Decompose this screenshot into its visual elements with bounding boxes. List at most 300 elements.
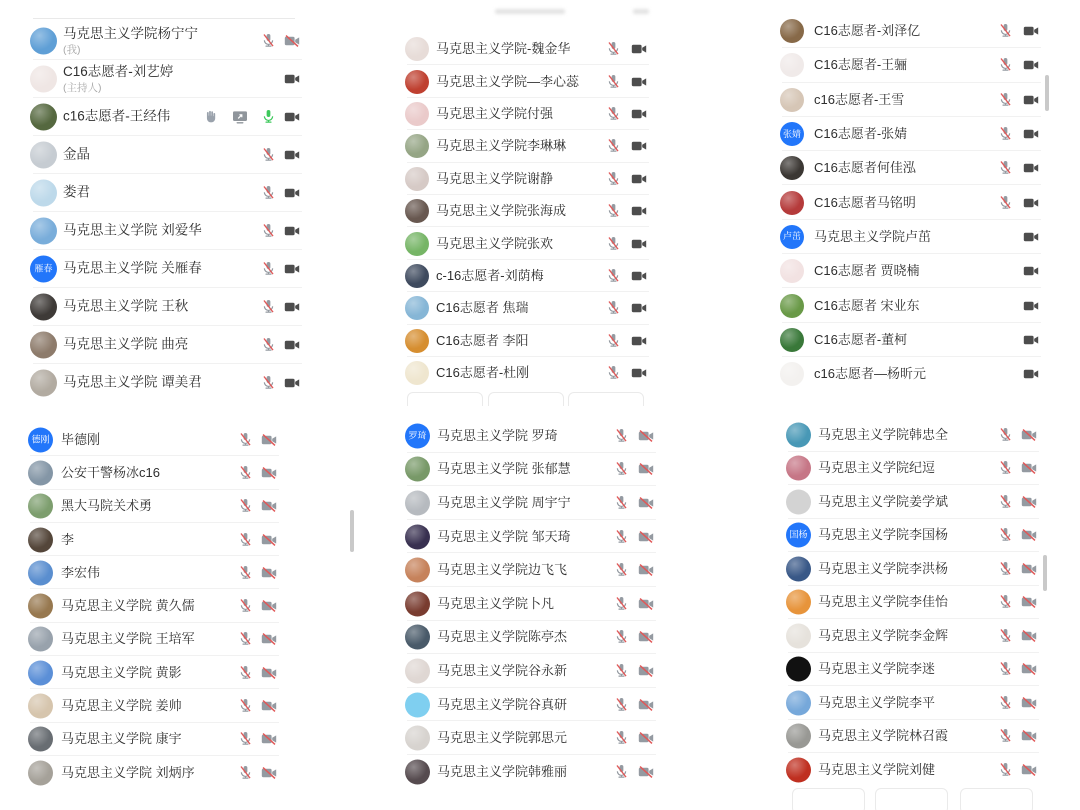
camera-on-icon[interactable] [631, 268, 647, 284]
mic-muted-icon[interactable] [614, 764, 630, 780]
camera-on-icon[interactable] [631, 203, 647, 219]
camera-on-icon[interactable] [631, 236, 647, 252]
camera-off-icon[interactable] [1021, 460, 1037, 476]
mic-muted-icon[interactable] [998, 195, 1014, 211]
participant-row[interactable] [0, 456, 356, 489]
mic-muted-icon[interactable] [998, 160, 1014, 176]
participant-name-block [63, 261, 202, 278]
participant-row[interactable] [758, 323, 1052, 357]
participant-name: C16志愿者 李阳 [436, 332, 529, 348]
camera-off-icon[interactable] [261, 565, 277, 581]
participant-row[interactable] [0, 212, 340, 250]
participant-row[interactable] [398, 621, 670, 655]
avatar [28, 594, 53, 619]
participant-name: 马克思主义学院陈亭杰 [437, 629, 568, 645]
participant-row[interactable] [758, 452, 1050, 486]
avatar [28, 494, 53, 519]
mic-muted-icon[interactable] [261, 261, 277, 277]
cropped-toolbar-button[interactable] [960, 788, 1033, 810]
camera-on-icon[interactable] [1023, 332, 1039, 348]
mic-muted-icon[interactable] [998, 762, 1014, 778]
participant-name: 马克思主义学院李平 [818, 694, 936, 710]
mic-muted-icon[interactable] [614, 495, 630, 511]
participant-row[interactable] [758, 753, 1050, 787]
participant-row[interactable] [395, 357, 675, 389]
participant-row[interactable] [758, 653, 1050, 687]
camera-on-icon[interactable] [631, 333, 647, 349]
camera-off-icon[interactable] [261, 698, 277, 714]
participant-name-block [437, 663, 567, 679]
participant-row[interactable] [395, 33, 675, 65]
avatar [405, 558, 430, 583]
mic-muted-icon[interactable] [998, 494, 1014, 510]
mic-muted-icon[interactable] [606, 203, 622, 219]
avatar [405, 134, 429, 158]
avatar [30, 104, 57, 131]
avatar [786, 456, 811, 481]
camera-on-icon[interactable] [631, 365, 647, 381]
mic-muted-icon[interactable] [614, 428, 630, 444]
camera-on-icon[interactable] [284, 337, 300, 353]
scrollbar[interactable] [1045, 75, 1049, 111]
participant-row[interactable] [395, 163, 675, 195]
camera-on-icon[interactable] [284, 185, 300, 201]
avatar [780, 328, 804, 352]
mic-muted-icon[interactable] [998, 126, 1014, 142]
participant-row[interactable] [398, 587, 670, 621]
participant-row[interactable] [758, 686, 1050, 720]
participant-name: 马克思主义学院刘健 [818, 761, 936, 777]
cropped-toolbar-button[interactable] [407, 392, 483, 406]
camera-off-icon[interactable] [638, 428, 654, 444]
camera-off-icon[interactable] [261, 731, 277, 747]
avatar [405, 524, 430, 549]
camera-off-icon[interactable] [261, 631, 277, 647]
participant-name-block [63, 185, 90, 202]
mic-muted-icon[interactable] [261, 337, 277, 353]
participant-name-block [63, 299, 188, 316]
participant-row[interactable] [395, 130, 675, 162]
participant-row[interactable] [0, 689, 356, 722]
mic-muted-icon[interactable] [998, 561, 1014, 577]
participant-name: 马克思主义学院纪逗 [818, 460, 936, 476]
mic-muted-icon[interactable] [238, 565, 254, 581]
mic-muted-icon[interactable] [614, 562, 630, 578]
avatar [30, 294, 57, 321]
mic-muted-icon[interactable] [614, 730, 630, 746]
participant-row[interactable] [398, 419, 670, 453]
mic-muted-icon[interactable] [261, 375, 277, 391]
cropped-row-remnant [495, 9, 565, 14]
scrollbar[interactable] [350, 510, 354, 552]
mic-muted-icon[interactable] [998, 728, 1014, 744]
mic-muted-icon[interactable] [238, 532, 254, 548]
participant-name-block [818, 728, 948, 744]
participant-name: 马克思主义学院杨宁宁 [63, 25, 198, 41]
participant-row[interactable] [0, 656, 356, 689]
participant-row[interactable] [398, 520, 670, 554]
avatar [405, 361, 429, 385]
camera-off-icon[interactable] [261, 598, 277, 614]
participant-row[interactable] [758, 357, 1052, 391]
scrollbar[interactable] [1043, 555, 1047, 591]
mic-muted-icon[interactable] [998, 23, 1014, 39]
participant-name-block [814, 263, 919, 279]
camera-on-icon[interactable] [1023, 366, 1039, 382]
participant-name: 李 [61, 531, 75, 547]
participant-name-block [63, 337, 188, 354]
participant-row[interactable] [758, 14, 1052, 48]
participant-name: c16志愿者—杨昕元 [814, 365, 926, 381]
mic-muted-icon[interactable] [238, 432, 254, 448]
avatar [405, 726, 430, 751]
mic-muted-icon[interactable] [606, 268, 622, 284]
participant-row[interactable] [0, 556, 356, 589]
participant-name-block [63, 147, 90, 164]
participant-name-block [437, 629, 567, 645]
participant-name-block [61, 698, 182, 714]
camera-on-icon[interactable] [284, 261, 300, 277]
participant-row[interactable] [0, 22, 340, 60]
camera-on-icon[interactable] [1023, 229, 1039, 245]
mic-muted-icon[interactable] [614, 596, 630, 612]
participant-name: C16志愿者-董柯 [814, 331, 908, 347]
avatar: 卢茁 [780, 225, 804, 249]
mic-muted-icon[interactable] [998, 628, 1014, 644]
avatar [786, 623, 811, 648]
participant-row[interactable] [395, 325, 675, 357]
mic-muted-icon[interactable] [606, 74, 622, 90]
participant-name: 马克思主义学院李佳怡 [818, 594, 949, 610]
camera-off-icon[interactable] [638, 495, 654, 511]
participant-row[interactable] [0, 250, 340, 288]
participant-row[interactable] [0, 623, 356, 656]
participant-panel-bottom-middle [398, 418, 670, 810]
participant-name: 黑大马院关术勇 [61, 498, 153, 514]
camera-off-icon[interactable] [1021, 661, 1037, 677]
avatar: 国杨 [786, 523, 811, 548]
participant-row[interactable] [398, 755, 670, 789]
mic-muted-icon[interactable] [238, 665, 254, 681]
participant-name: 马克思主义学院 周宇宁 [437, 494, 571, 510]
participant-row[interactable] [395, 195, 675, 227]
mic-muted-icon[interactable] [998, 527, 1014, 543]
participant-list [395, 33, 675, 389]
participant-name: 马克思主义学院边飞飞 [437, 562, 568, 578]
participant-name-block [436, 365, 529, 381]
camera-on-icon[interactable] [284, 299, 300, 315]
cropped-toolbar-button[interactable] [488, 392, 564, 406]
camera-off-icon[interactable] [638, 461, 654, 477]
camera-off-icon[interactable] [261, 665, 277, 681]
participant-row[interactable] [758, 552, 1050, 586]
participant-name-block [437, 730, 567, 746]
mic-muted-icon[interactable] [606, 138, 622, 154]
camera-on-icon[interactable] [284, 375, 300, 391]
camera-on-icon[interactable] [284, 223, 300, 239]
participant-row[interactable] [758, 185, 1052, 219]
participant-name-block [436, 235, 553, 251]
participant-row[interactable] [0, 288, 340, 326]
mic-muted-icon[interactable] [614, 697, 630, 713]
participant-name: 马克思主义学院谷永新 [437, 662, 568, 678]
mic-muted-icon[interactable] [614, 529, 630, 545]
participant-name-block [818, 661, 935, 677]
participant-row[interactable] [398, 721, 670, 755]
mic-muted-icon[interactable] [261, 185, 277, 201]
cropped-row-divider [33, 18, 295, 19]
participant-row[interactable] [398, 654, 670, 688]
participant-row[interactable] [395, 65, 675, 97]
participant-name-block [63, 109, 170, 126]
participant-row[interactable] [758, 48, 1052, 82]
avatar [786, 590, 811, 615]
mic-muted-icon[interactable] [238, 731, 254, 747]
avatar [780, 294, 804, 318]
participant-row[interactable] [398, 453, 670, 487]
camera-on-icon[interactable] [284, 147, 300, 163]
participant-row[interactable] [758, 418, 1050, 452]
participant-row[interactable] [395, 227, 675, 259]
camera-on-icon[interactable] [631, 74, 647, 90]
participant-row[interactable] [758, 117, 1052, 151]
participant-row[interactable] [758, 254, 1052, 288]
camera-off-icon[interactable] [261, 432, 277, 448]
participant-row[interactable] [758, 151, 1052, 185]
mic-muted-icon[interactable] [606, 171, 622, 187]
participant-row[interactable] [0, 60, 340, 98]
camera-off-icon[interactable] [261, 765, 277, 781]
camera-off-icon[interactable] [1021, 628, 1037, 644]
participant-name-block [818, 427, 948, 443]
camera-off-icon[interactable] [261, 532, 277, 548]
participant-row[interactable] [758, 83, 1052, 117]
cropped-toolbar-button[interactable] [875, 788, 948, 810]
camera-on-icon[interactable] [1023, 298, 1039, 314]
mic-muted-icon[interactable] [998, 57, 1014, 73]
camera-off-icon[interactable] [638, 663, 654, 679]
camera-on-icon[interactable] [284, 71, 300, 87]
participant-name-block [63, 375, 202, 392]
mic-muted-icon[interactable] [998, 427, 1014, 443]
mic-muted-icon[interactable] [998, 460, 1014, 476]
avatar [405, 102, 429, 126]
participant-name-block [61, 764, 195, 780]
camera-off-icon[interactable] [1021, 695, 1037, 711]
mic-muted-icon[interactable] [261, 147, 277, 163]
mic-muted-icon[interactable] [998, 92, 1014, 108]
participant-row[interactable] [395, 292, 675, 324]
participant-name-block [436, 333, 528, 349]
camera-off-icon[interactable] [261, 465, 277, 481]
participant-name-block [436, 41, 570, 57]
participant-panel-top-right [758, 0, 1052, 400]
participant-name: 马克思主义学院李迷 [818, 661, 936, 677]
participant-name: 马克思主义学院李琳琳 [436, 138, 567, 154]
camera-off-icon[interactable] [638, 764, 654, 780]
participant-name: 马克思主义学院姜学斌 [818, 493, 949, 509]
camera-on-icon[interactable] [631, 41, 647, 57]
participant-row[interactable] [0, 174, 340, 212]
mic-muted-icon[interactable] [614, 663, 630, 679]
mic-muted-icon[interactable] [606, 300, 622, 316]
participant-row[interactable] [758, 619, 1050, 653]
participant-row[interactable] [0, 523, 356, 556]
camera-on-icon[interactable] [631, 300, 647, 316]
participant-name-block [61, 531, 74, 547]
camera-on-icon[interactable] [284, 109, 300, 125]
participant-list [758, 14, 1052, 391]
camera-off-icon[interactable] [638, 529, 654, 545]
participant-name: 公安干警杨冰c16 [61, 464, 160, 480]
camera-off-icon[interactable] [638, 730, 654, 746]
participant-name-block [437, 461, 571, 477]
participant-name-block [814, 366, 926, 382]
participant-name-block [818, 561, 948, 577]
camera-off-icon[interactable] [261, 498, 277, 514]
participant-name: c-16志愿者-刘荫梅 [436, 267, 544, 283]
mic-muted-icon[interactable] [998, 695, 1014, 711]
participant-name: 李宏伟 [61, 564, 101, 580]
participant-name: 毕德刚 [61, 431, 101, 447]
participant-row[interactable] [0, 490, 356, 523]
participant-name: c16志愿者-王经伟 [63, 108, 171, 124]
participant-name: C16志愿者何佳泓 [814, 160, 916, 176]
mic-on-icon[interactable] [261, 109, 277, 125]
avatar [405, 296, 429, 320]
participant-name-block [61, 598, 195, 614]
participant-list [398, 419, 670, 789]
camera-on-icon[interactable] [631, 171, 647, 187]
avatar [780, 191, 804, 215]
participant-name-block [814, 23, 920, 39]
mic-muted-icon[interactable] [238, 498, 254, 514]
mic-muted-icon[interactable] [606, 41, 622, 57]
participant-row[interactable] [395, 98, 675, 130]
mic-muted-icon[interactable] [998, 594, 1014, 610]
camera-off-icon[interactable] [638, 596, 654, 612]
mic-muted-icon[interactable] [238, 598, 254, 614]
camera-on-icon[interactable] [631, 138, 647, 154]
participant-row[interactable] [398, 486, 670, 520]
avatar [405, 457, 430, 482]
camera-on-icon[interactable] [1023, 263, 1039, 279]
avatar [30, 66, 57, 93]
cropped-toolbar-button[interactable] [792, 788, 865, 810]
camera-off-icon[interactable] [1021, 561, 1037, 577]
participant-row[interactable] [0, 98, 340, 136]
mic-muted-icon[interactable] [998, 661, 1014, 677]
participant-name: 马克思主义学院李金辉 [818, 627, 949, 643]
mic-muted-icon[interactable] [614, 629, 630, 645]
camera-off-icon[interactable] [638, 697, 654, 713]
mic-muted-icon[interactable] [606, 236, 622, 252]
camera-on-icon[interactable] [1023, 57, 1039, 73]
participant-row[interactable] [0, 326, 340, 364]
camera-off-icon[interactable] [1021, 494, 1037, 510]
camera-off-icon[interactable] [1021, 527, 1037, 543]
avatar [786, 556, 811, 581]
participant-row[interactable] [0, 423, 356, 456]
avatar: 张婧 [780, 122, 804, 146]
participant-row[interactable] [398, 553, 670, 587]
camera-off-icon[interactable] [284, 33, 300, 49]
avatar [30, 332, 57, 359]
mic-muted-icon[interactable] [261, 299, 277, 315]
participant-row[interactable] [758, 519, 1050, 553]
avatar [405, 329, 429, 353]
participant-row[interactable] [0, 723, 356, 756]
camera-off-icon[interactable] [1021, 762, 1037, 778]
mic-muted-icon[interactable] [261, 223, 277, 239]
camera-on-icon[interactable] [631, 106, 647, 122]
mic-muted-icon[interactable] [606, 365, 622, 381]
camera-on-icon[interactable] [1023, 23, 1039, 39]
mic-muted-icon[interactable] [238, 698, 254, 714]
cropped-toolbar-button[interactable] [568, 392, 644, 406]
camera-off-icon[interactable] [638, 562, 654, 578]
mic-muted-icon[interactable] [606, 106, 622, 122]
participant-name: C16志愿者-刘艺婷 [63, 63, 174, 79]
camera-off-icon[interactable] [638, 629, 654, 645]
avatar [405, 759, 430, 784]
participant-name-block [61, 498, 152, 514]
mic-muted-icon[interactable] [238, 765, 254, 781]
participant-name-block [436, 268, 544, 284]
participant-row[interactable] [758, 485, 1050, 519]
mic-muted-icon[interactable] [261, 33, 277, 49]
participant-name-block [818, 527, 948, 543]
participant-row[interactable] [0, 589, 356, 622]
participant-row[interactable] [398, 688, 670, 722]
camera-off-icon[interactable] [1021, 728, 1037, 744]
participant-row[interactable] [758, 220, 1052, 254]
participant-name-block [818, 594, 948, 610]
participant-name: 马克思主义学院谢静 [436, 170, 554, 186]
participant-row[interactable] [0, 136, 340, 174]
participant-row[interactable] [0, 364, 340, 400]
avatar [786, 690, 811, 715]
camera-on-icon[interactable] [1023, 160, 1039, 176]
participant-row[interactable] [395, 260, 675, 292]
camera-on-icon[interactable] [1023, 126, 1039, 142]
avatar [786, 757, 811, 782]
avatar [405, 199, 429, 223]
avatar: 德刚 [28, 427, 53, 452]
participant-name-block [61, 465, 160, 481]
mic-muted-icon[interactable] [238, 631, 254, 647]
participant-name-block [818, 628, 948, 644]
camera-on-icon[interactable] [1023, 92, 1039, 108]
participant-row[interactable] [758, 720, 1050, 754]
participant-name: C16志愿者-刘泽亿 [814, 23, 921, 39]
avatar [28, 660, 53, 685]
participant-role-label: (主持人) [63, 81, 102, 94]
hand-raised-icon [203, 109, 219, 125]
participant-row[interactable] [0, 756, 356, 789]
participant-row[interactable] [758, 288, 1052, 322]
camera-on-icon[interactable] [1023, 195, 1039, 211]
mic-muted-icon[interactable] [606, 333, 622, 349]
mic-muted-icon[interactable] [238, 465, 254, 481]
avatar [30, 28, 57, 55]
participant-name-block [437, 562, 567, 578]
camera-off-icon[interactable] [1021, 594, 1037, 610]
participant-name-block [814, 297, 919, 313]
camera-off-icon[interactable] [1021, 427, 1037, 443]
mic-muted-icon[interactable] [614, 461, 630, 477]
participant-row[interactable] [758, 586, 1050, 620]
